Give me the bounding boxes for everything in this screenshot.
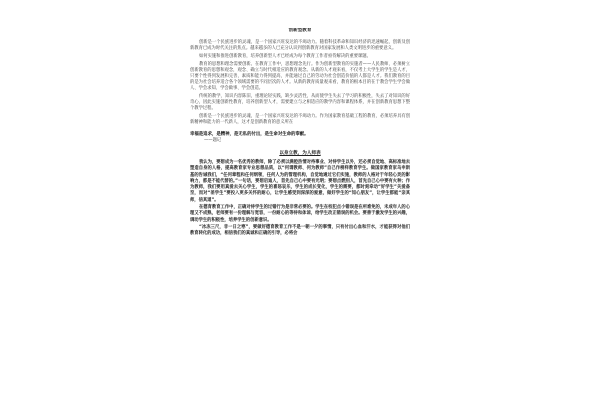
document-title: 创新型教育 [288,28,312,33]
document-page [190,28,410,400]
body-paragraph: 创新是一个民族进步的灵魂，是一个国家兴旺发达的不竭动力。作为国家教育基础工程的教育，必须培养具有创新精神和能力的一代新人，这才是创新教育的意义所在 [190,114,410,125]
body-paragraph: 如何实施和推进创新教育，培养创新型人才已经成为每个教育工作者亟待解决的重要课题。 [199,54,371,59]
section-title: 以身立教，为人师表 [279,151,321,156]
epigraph-signature: ——题记 [204,138,222,143]
body-paragraph: 教育的思想和理念需要创新。在教育工作中，思想理念先行。作为创新型教育的实施者——人民教师，必须树立创新教育的思想和观念，观念、确立与时代相适应的教育观念。从新的人才观来看，不仅考上大学生的学生是人才，只要个性得到发展和完善，素质和能力得到提高，并能通过自己的劳动为社会创造价值的人都是人才。我们教育的目的是为社会培养适合各个领域需要的不同层次的人才。从新的教育质量观来看，教育的根本目的在于教会学生学会做人、学会求知、学会做事、学会创造。 [190,62,410,91]
body-paragraph: 传统的教学，知识内容陈旧，重理论轻实践，缺少灵活性，从而使学生失去了学习的积极性，失去了对知识的好奇心，因此实施创新性教育，培养创新型人才，需要建立与之相适应的教学内容和课程体系，并在创新教育思想下整个教学过程。 [190,94,410,111]
epigraph-quote: 幸福是追求，是精神，是无私的付出，是生命对生命的奉献。 [190,132,309,137]
section-paragraph: “冰冻三尺，非一日之寒”，要做好德育教育工作不是一朝一夕的事情，只有付出心血和汗水，才能获得对他们教育转化的成功，相信我们的真诚和正确的引导，必将会 [190,224,410,237]
section-paragraph: 在德育教育工作中，正确对待学生的过错行为是非常必要的。学生在校犯点小错误是在所难免的，未成年人的心理又不成熟，老师要有一份理解与宽容，一份耐心的等待和体谅，给学生改正错误的机会。要善于激发学生的兴趣，调动学生的积极性，培养学生的创新意识。 [190,205,410,223]
body-paragraph: 创新是一个民族进步的灵魂，是一个国家兴旺发达的不竭动力。随着科技革命和知识经济的迅速崛起，创新及创新教育已成为时代关注的焦点。越来越多的人已充分认识到创新教育对国家发展和人类文明进步的重要意义。 [190,40,410,51]
section-paragraph: 我认为，要想成为一名优秀的教师，除了必须以满腔热情对待事业、对待学生以外，还必须自觉地、高标准地去塑造自身的人格，提高教育家专业思想品质，以“何谓教师、何为教师”自己作榜样教育学生。做国家教育家乌申斯基的告诫我们，“任何章程和任何纲领，任何人为的管理机构，自觉地通过它们实施，教师的人格对于年轻心灵的影响力，都是不能代替的。”一句话，要想启迪人，首先自己心中要有光明；要想点燃别人，首先自己心中要有火种；作为教师，我们要用真爱去关心学生，学生的喜怒哀乐，学生的成长变化，学生的需要，都时刻牵动“好学生”关爱备至，而对“差学生”要投入更多关怀的耐心，让学生感受到深深的爱意，做好学生的“知心朋友”，让学生都能“亲其师，信其道”。 [190,160,410,203]
